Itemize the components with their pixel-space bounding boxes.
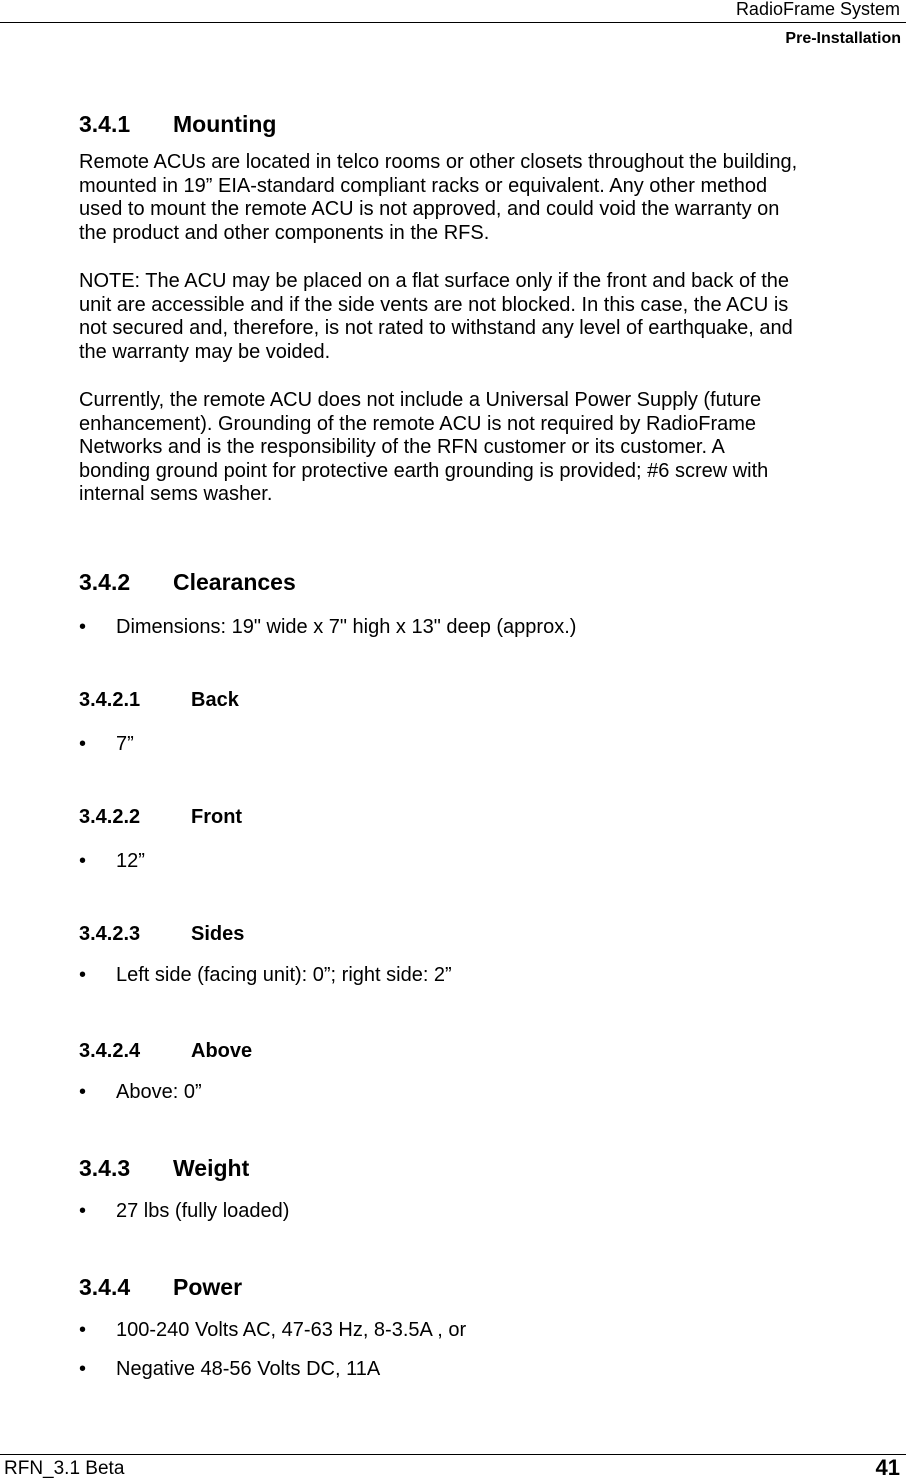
footer-document-id: RFN_3.1 Beta [4,1458,125,1479]
list-item-power-dc [79,1357,380,1381]
list-item-text: 7” [116,733,134,755]
list-item-text: 27 lbs (fully loaded) [116,1200,290,1222]
heading-text: Front [191,806,243,828]
list-item-text: Dimensions: 19" wide x 7" high x 13" deep (approx.) [116,616,577,638]
heading-text: Above [191,1040,253,1062]
list-item-above-clearance [79,1080,202,1104]
text-line: mounted in 19” EIA-standard compliant racks or equivalent. Any other method [79,174,768,197]
bullet-marker: • [79,1319,87,1341]
heading-text: Back [191,689,239,711]
heading-text: Sides [191,923,245,945]
text-line: not secured and, therefore, is not rated to withstand any level of earthquake, and [79,317,793,339]
heading-front [79,805,242,829]
heading-number: 3.4.1 [79,111,131,137]
heading-text: Power [173,1274,243,1300]
heading-number: 3.4.2.2 [79,806,141,828]
list-item-text: Above: 0” [116,1081,202,1103]
list-item-text: Left side (facing unit): 0”; right side: 2” [116,964,452,986]
heading-number: 3.4.2.1 [79,689,141,711]
list-item-text: 12” [116,850,145,872]
text-line: Networks and is the responsibility of the RFN customer or its customer. A [79,436,725,458]
list-item-text: Negative 48-56 Volts DC, 11A [116,1358,381,1380]
bullet-marker: • [79,616,87,638]
heading-back [79,688,239,712]
list-item-back-clearance [79,732,134,756]
bullet-marker: • [79,1358,87,1380]
heading-weight [79,1154,249,1182]
text-line: enhancement). Grounding of the remote ACU is not required by RadioFrame [79,412,757,435]
footer-page-number: 41 [875,1455,900,1480]
text-line: the warranty may be voided. [79,340,331,363]
heading-text: Mounting [173,111,277,137]
heading-mounting [79,110,276,138]
heading-sides [79,922,244,946]
bullet-marker: • [79,1200,87,1222]
bullet-marker: • [79,733,87,755]
text-line: bonding ground point for protective earth grounding is provided; #6 screw with [79,459,769,482]
heading-number: 3.4.4 [79,1274,131,1300]
paragraph-mounting-note [79,270,906,364]
text-line: used to mount the remote ACU is not approved, and could void the warranty on [79,198,780,220]
heading-power [79,1273,242,1301]
heading-clearances [79,568,296,596]
running-header-title: RadioFrame System [735,0,900,19]
text-line: internal sems washer. [79,483,273,505]
heading-number: 3.4.3 [79,1155,131,1181]
heading-text: Clearances [173,569,296,595]
list-item-weight [79,1199,289,1223]
paragraph-mounting-grounding [79,389,906,507]
text-line: the product and other components in the RFS. [79,221,490,244]
heading-text: Weight [173,1155,250,1181]
bullet-marker: • [79,964,87,986]
text-line: unit are accessible and if the side vents are not blocked. In this case, the ACU is [79,293,789,316]
text-line: Remote ACUs are located in telco rooms or other closets throughout the building, [79,151,798,173]
footer-rule [0,1454,906,1455]
paragraph-mounting-location [79,151,906,245]
list-item-power-ac [79,1318,466,1342]
list-item-sides-clearance [79,963,452,987]
bullet-marker: • [79,850,87,872]
running-header-section: Pre-Installation [785,30,901,47]
heading-number: 3.4.2.4 [79,1040,141,1062]
heading-above [79,1039,252,1063]
header-rule [0,22,906,23]
heading-number: 3.4.2.3 [79,923,141,945]
bullet-marker: • [79,1081,87,1103]
list-item-text: 100-240 Volts AC, 47-63 Hz, 8-3.5A , or [116,1319,467,1341]
text-line: Currently, the remote ACU does not include a Universal Power Supply (future [79,389,762,411]
heading-number: 3.4.2 [79,569,131,595]
list-item-dimensions [79,615,576,639]
text-line: NOTE: The ACU may be placed on a flat surface only if the front and back of the [79,270,790,292]
list-item-front-clearance [79,849,145,873]
